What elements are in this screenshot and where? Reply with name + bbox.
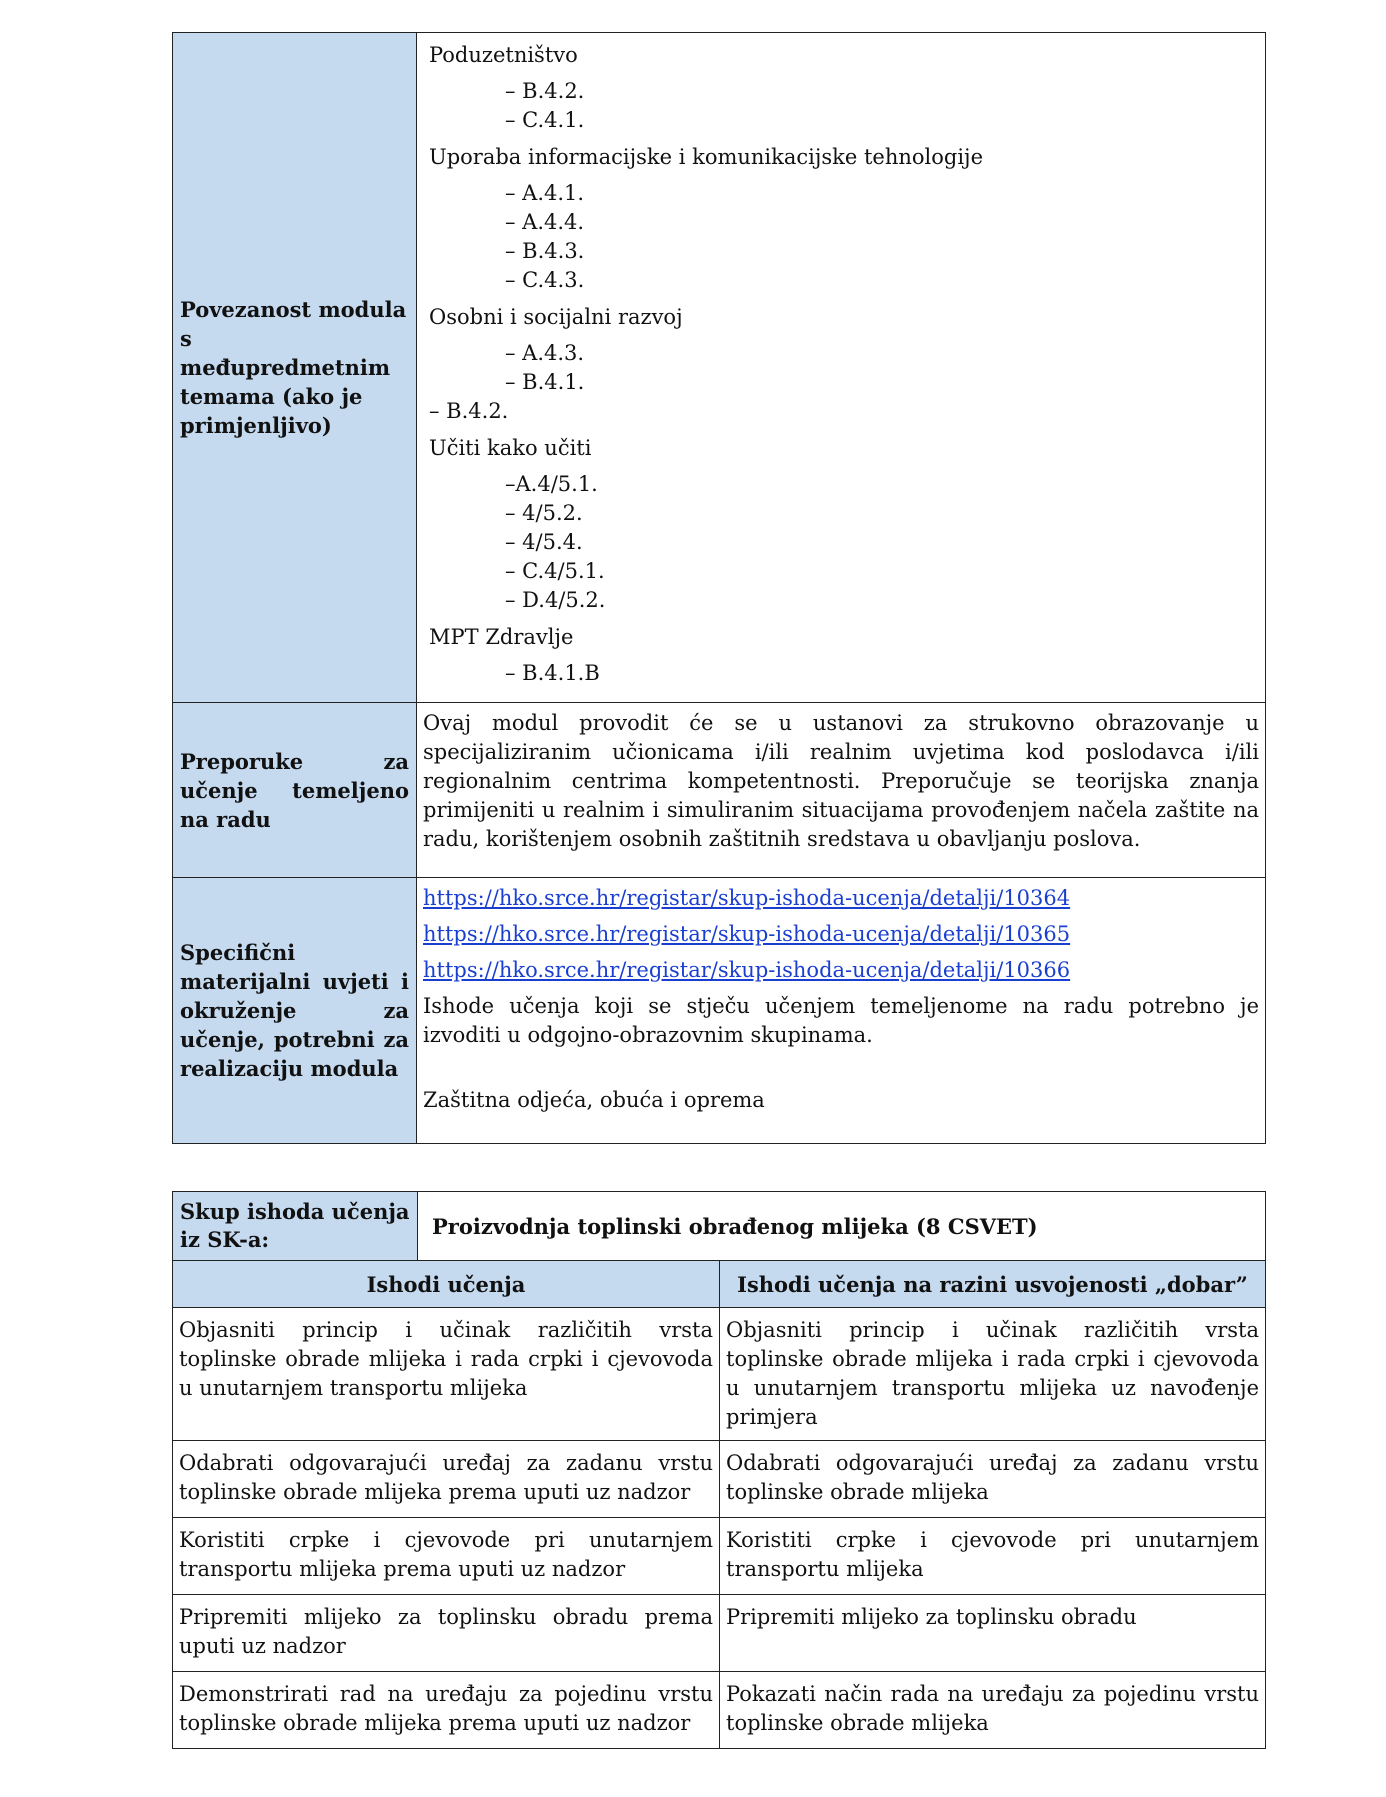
cross-curricular-row bbox=[173, 33, 1266, 703]
registry-link[interactable]: https://hko.srce.hr/registar/skup-ishoda-ucenja/detalji/10365 bbox=[423, 922, 1071, 946]
topic-group bbox=[423, 143, 1259, 295]
cross-curricular-label: Povezanost modula s međupredmetnim temama (ako je primjenljivo) bbox=[173, 33, 417, 703]
outcome-cell: Objasniti princip i učinak različitih vrsta toplinske obrade mlijeka i rada crpki i cjevovoda u unutarnjem transportu mlijeka bbox=[173, 1308, 720, 1441]
topic-title: Poduzetništvo bbox=[429, 43, 578, 67]
column-header-good-level: Ishodi učenja na razini usvojenosti „dobar” bbox=[720, 1261, 1266, 1308]
topic-code: – 4/5.2. bbox=[505, 501, 583, 525]
outcome-cell: Odabrati odgovarajući uređaj za zadanu vrstu toplinske obrade mlijeka prema uputi uz nadzor bbox=[173, 1441, 720, 1518]
topic-title: Učiti kako učiti bbox=[429, 436, 592, 460]
recommendations-label: Preporuke za učenje temeljeno na radu bbox=[173, 703, 417, 878]
topic-code: – A.4.3. bbox=[505, 341, 585, 365]
module-details-table bbox=[172, 32, 1266, 1144]
outcome-cell: Koristiti crpke i cjevovode pri unutarnjem transportu mlijeka prema uputi uz nadzor bbox=[173, 1518, 720, 1595]
topic-code: – B.4.1.B bbox=[505, 661, 600, 685]
conditions-row bbox=[173, 878, 1266, 1144]
outcomes-header-row bbox=[173, 1192, 1266, 1261]
topic-code: – 4/5.4. bbox=[505, 530, 583, 554]
recommendations-row bbox=[173, 703, 1266, 878]
topic-code: – C.4/5.1. bbox=[505, 559, 605, 583]
topic-code: – B.4.3. bbox=[505, 239, 585, 263]
outcome-cell: Pripremiti mlijeko za toplinsku obradu prema uputi uz nadzor bbox=[173, 1595, 720, 1672]
topic-code: – B.4.2. bbox=[505, 79, 585, 103]
recommendations-text: Ovaj modul provodit će se u ustanovi za strukovno obrazovanje u specijaliziranim učionicama i/ili realnim uvjetima kod poslodavca i/ili regionalnim centrima kompetentnosti. Preporučuje se teorijska znanja primijeniti u realnim i simuliranim situacijama provođenjem načela zaštite na radu, korištenjem osobnih zaštitnih sredstava u obavljanju poslova. bbox=[417, 703, 1266, 878]
column-header-outcomes: Ishodi učenja bbox=[173, 1261, 720, 1308]
topic-group bbox=[423, 303, 1259, 426]
topic-code: – A.4.4. bbox=[505, 210, 585, 234]
topic-group bbox=[423, 434, 1259, 615]
topic-title: Osobni i socijalni razvoj bbox=[429, 305, 683, 329]
conditions-label: Specifični materijalni uvjeti i okruženje za učenje, potrebni za realizaciju modula bbox=[173, 878, 417, 1144]
outcome-set-title: Proizvodnja toplinski obrađenog mlijeka (8 CSVET) bbox=[432, 1213, 1038, 1239]
topic-title: Uporaba informacijske i komunikacijske tehnologije bbox=[429, 145, 983, 169]
registry-link[interactable]: https://hko.srce.hr/registar/skup-ishoda-ucenja/detalji/10364 bbox=[423, 886, 1071, 910]
topic-code: – A.4.1. bbox=[505, 181, 585, 205]
outcome-cell: Demonstrirati rad na uređaju za pojedinu vrstu toplinske obrade mlijeka prema uputi uz nadzor bbox=[173, 1672, 720, 1749]
table-row bbox=[173, 1672, 1266, 1749]
topic-code: – B.4.2. bbox=[429, 399, 509, 423]
topic-title: MPT Zdravlje bbox=[429, 625, 574, 649]
good-level-cell: Odabrati odgovarajući uređaj za zadanu vrstu toplinske obrade mlijeka bbox=[720, 1441, 1266, 1518]
outcome-set-label: Skup ishoda učenja iz SK-a: bbox=[173, 1192, 418, 1260]
good-level-cell: Objasniti princip i učinak različitih vrsta toplinske obrade mlijeka i rada crpki i cjevovoda u unutarnjem transportu mlijeka uz navođenje primjera bbox=[720, 1308, 1266, 1441]
topic-code: – B.4.1. bbox=[505, 370, 585, 394]
topic-code: – C.4.3. bbox=[505, 268, 585, 292]
topic-code: –A.4/5.1. bbox=[505, 472, 598, 496]
topic-group bbox=[423, 623, 1259, 688]
learning-outcomes-table bbox=[172, 1191, 1266, 1749]
conditions-text: Ishode učenja koji se stječu učenjem temeljenome na radu potrebno je izvoditi u odgojno-obrazovnim skupinama. bbox=[423, 994, 1259, 1047]
table-row bbox=[173, 1595, 1266, 1672]
table-row bbox=[173, 1441, 1266, 1518]
equipment-text: Zaštitna odjeća, obuća i oprema bbox=[423, 1088, 765, 1112]
column-header-row bbox=[173, 1261, 1266, 1308]
topic-code: – C.4.1. bbox=[505, 108, 585, 132]
table-row bbox=[173, 1518, 1266, 1595]
cross-curricular-content bbox=[417, 33, 1266, 703]
topic-group bbox=[423, 41, 1259, 135]
table-row bbox=[173, 1308, 1266, 1441]
good-level-cell: Pokazati način rada na uređaju za pojedinu vrstu toplinske obrade mlijeka bbox=[720, 1672, 1266, 1749]
good-level-cell: Pripremiti mlijeko za toplinsku obradu bbox=[720, 1595, 1266, 1672]
conditions-content bbox=[417, 878, 1266, 1144]
good-level-cell: Koristiti crpke i cjevovode pri unutarnjem transportu mlijeka bbox=[720, 1518, 1266, 1595]
registry-link[interactable]: https://hko.srce.hr/registar/skup-ishoda-ucenja/detalji/10366 bbox=[423, 958, 1071, 982]
topic-code: – D.4/5.2. bbox=[505, 588, 606, 612]
